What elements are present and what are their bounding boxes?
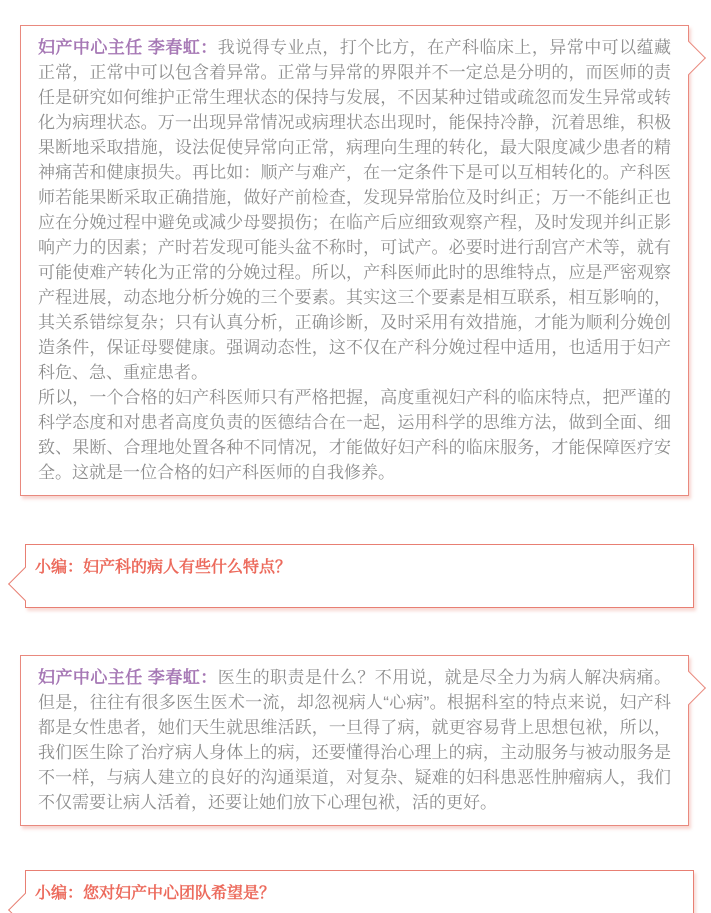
answer-1-paragraph-1 [38,35,671,385]
answer-1-paragraph-2: 所以，一个合格的妇产科医师只有严格把握，高度重视妇产科的临床特点，把严谨的科学态度和对患者高度负责的医德结合在一起，运用科学的思维方法，做到全面、细致、果断、合理地处置各种不同情况，才能做好妇产科的临床服务，才能保障医疗安全。这就是一位合格的妇产科医师的自我修养。 [38,388,671,482]
answer-1-text: 我说得专业点，打个比方，在产科临床上，异常中可以蕴藏正常，正常中可以包含着异常。正常与异常的界限并不一定总是分明的，而医师的责任是研究如何维护正常生理状态的保持与发展，不因某种过错或疏忽而发生异常或转化为病理状态。万一出现异常情况或病理状态出现时，能保持冷静，沉着思维，积极果断地采取措施，设法促使异常向正常，病理向生理的转化，最大限度减少患者的精神痛苦和健康损失。再比如：顺产与难产，在一定条件下是可以互相转化的。产科医师若能果断采取正确措施，做好产前检查，发现异常胎位及时纠正；万一不能纠正也应在分娩过程中避免或减少母婴损伤；在临产后应细致观察产程，及时发现并纠正影响产力的因素；产时若发现可能头盆不称时，可试产。必要时进行刮宫产术等，就有可能使难产转化为正常的分娩过程。所以，产科医师此时的思维特点，应是严密观察产程进展，动态地分析分娩的三个要素。其实这三个要素是相互联系，相互影响的，其关系错综复杂；只有认真分析，正确诊断，及时采用有效措施，才能为顺利分娩创造条件，保证母婴健康。强调动态性，这不仅在产科分娩过程中适用，也适用于妇产科危、急、重症患者。 [38,38,671,382]
speech-tail-right-icon [672,671,706,705]
editor-question-1: 小编：妇产科的病人有些什么特点？ [35,559,292,576]
question-bubble-1 [25,544,694,608]
question-bubble-2 [25,870,694,913]
answer-2-text: 医生的职责是什么？不用说，就是尽全力为病人解决病痛。但是，往往有很多医生医术一流，却忽视病人“心病”。根据科室的特点来说，妇产科都是女性患者，她们天生就思维活跃，一旦得了病，就更容易背上思想包袱，所以，我们医生除了治疗病人身体上的病，还要懂得治心理上的病，主动服务与被动服务是不一样，与病人建立的良好的沟通渠道，对复杂、疑难的妇科患恶性肿瘤病人，我们不仅需要让病人活着，还要让她们放下心理包袱，活的更好。 [38,668,671,812]
speaker-name: 妇产中心主任 李春虹： [38,668,218,687]
speaker-name: 妇产中心主任 李春虹： [38,38,218,57]
answer-bubble-2 [20,655,689,826]
answer-bubble-1 [20,25,689,496]
answer-2-paragraph-1 [38,665,671,815]
editor-question-2: 小编：您对妇产中心团队希望是？ [35,885,276,902]
speech-tail-right-icon [672,41,706,75]
